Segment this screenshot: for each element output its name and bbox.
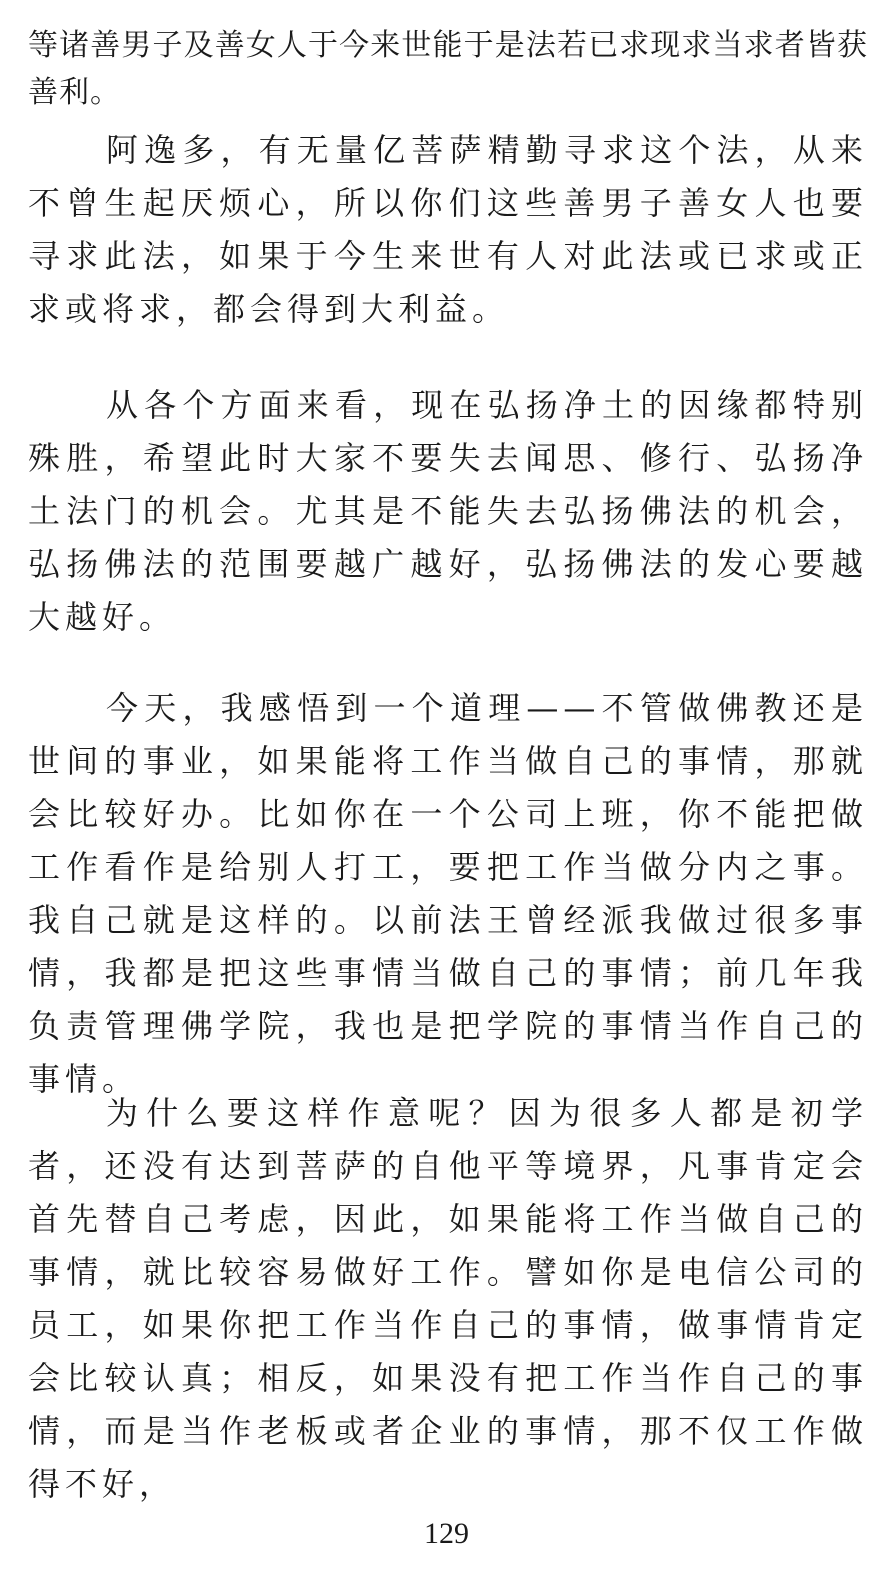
body-paragraph-1: 阿逸多，有无量亿菩萨精勤寻求这个法，从来不曾生起厌烦心，所以你们这些善男子善女人也要寻求此法，如果于今生来世有人对此法或已求或正求或将求，都会得到大利益。: [28, 131, 868, 328]
body-paragraph-2: 从各个方面来看，现在弘扬净土的因缘都特别殊胜，希望此时大家不要失去闻思、修行、弘扬净土法门的机会。尤其是不能失去弘扬佛法的机会，弘扬佛法的范围要越广越好，弘扬佛法的发心要越大越好。: [28, 386, 868, 636]
body-paragraph-3: 今天，我感悟到一个道理——不管做佛教还是世间的事业，如果能将工作当做自己的事情，那就会比较好办。比如你在一个公司上班，你不能把做工作看作是给别人打工，要把工作当做分内之事。我自己就是这样的。以前法王曾经派我做过很多事情，我都是把这些事情当做自己的事情；前几年我负责管理佛学院，我也是把学院的事情当作自己的事情。: [28, 689, 868, 1098]
body-paragraph-4: 为什么要这样作意呢？因为很多人都是初学者，还没有达到菩萨的自他平等境界，凡事肯定会首先替自己考虑，因此，如果能将工作当做自己的事情，就比较容易做好工作。譬如你是电信公司的员工，如果你把工作当作自己的事情，做事情肯定会比较认真；相反，如果没有把工作当作自己的事情，而是当作老板或者企业的事情，那不仅工作做得不好，: [28, 1094, 868, 1503]
sutra-quote-paragraph: 等诸善男子及善女人于今来世能于是法若已求现求当求者皆获善利。: [28, 28, 868, 110]
page-number: 129: [424, 1517, 469, 1550]
